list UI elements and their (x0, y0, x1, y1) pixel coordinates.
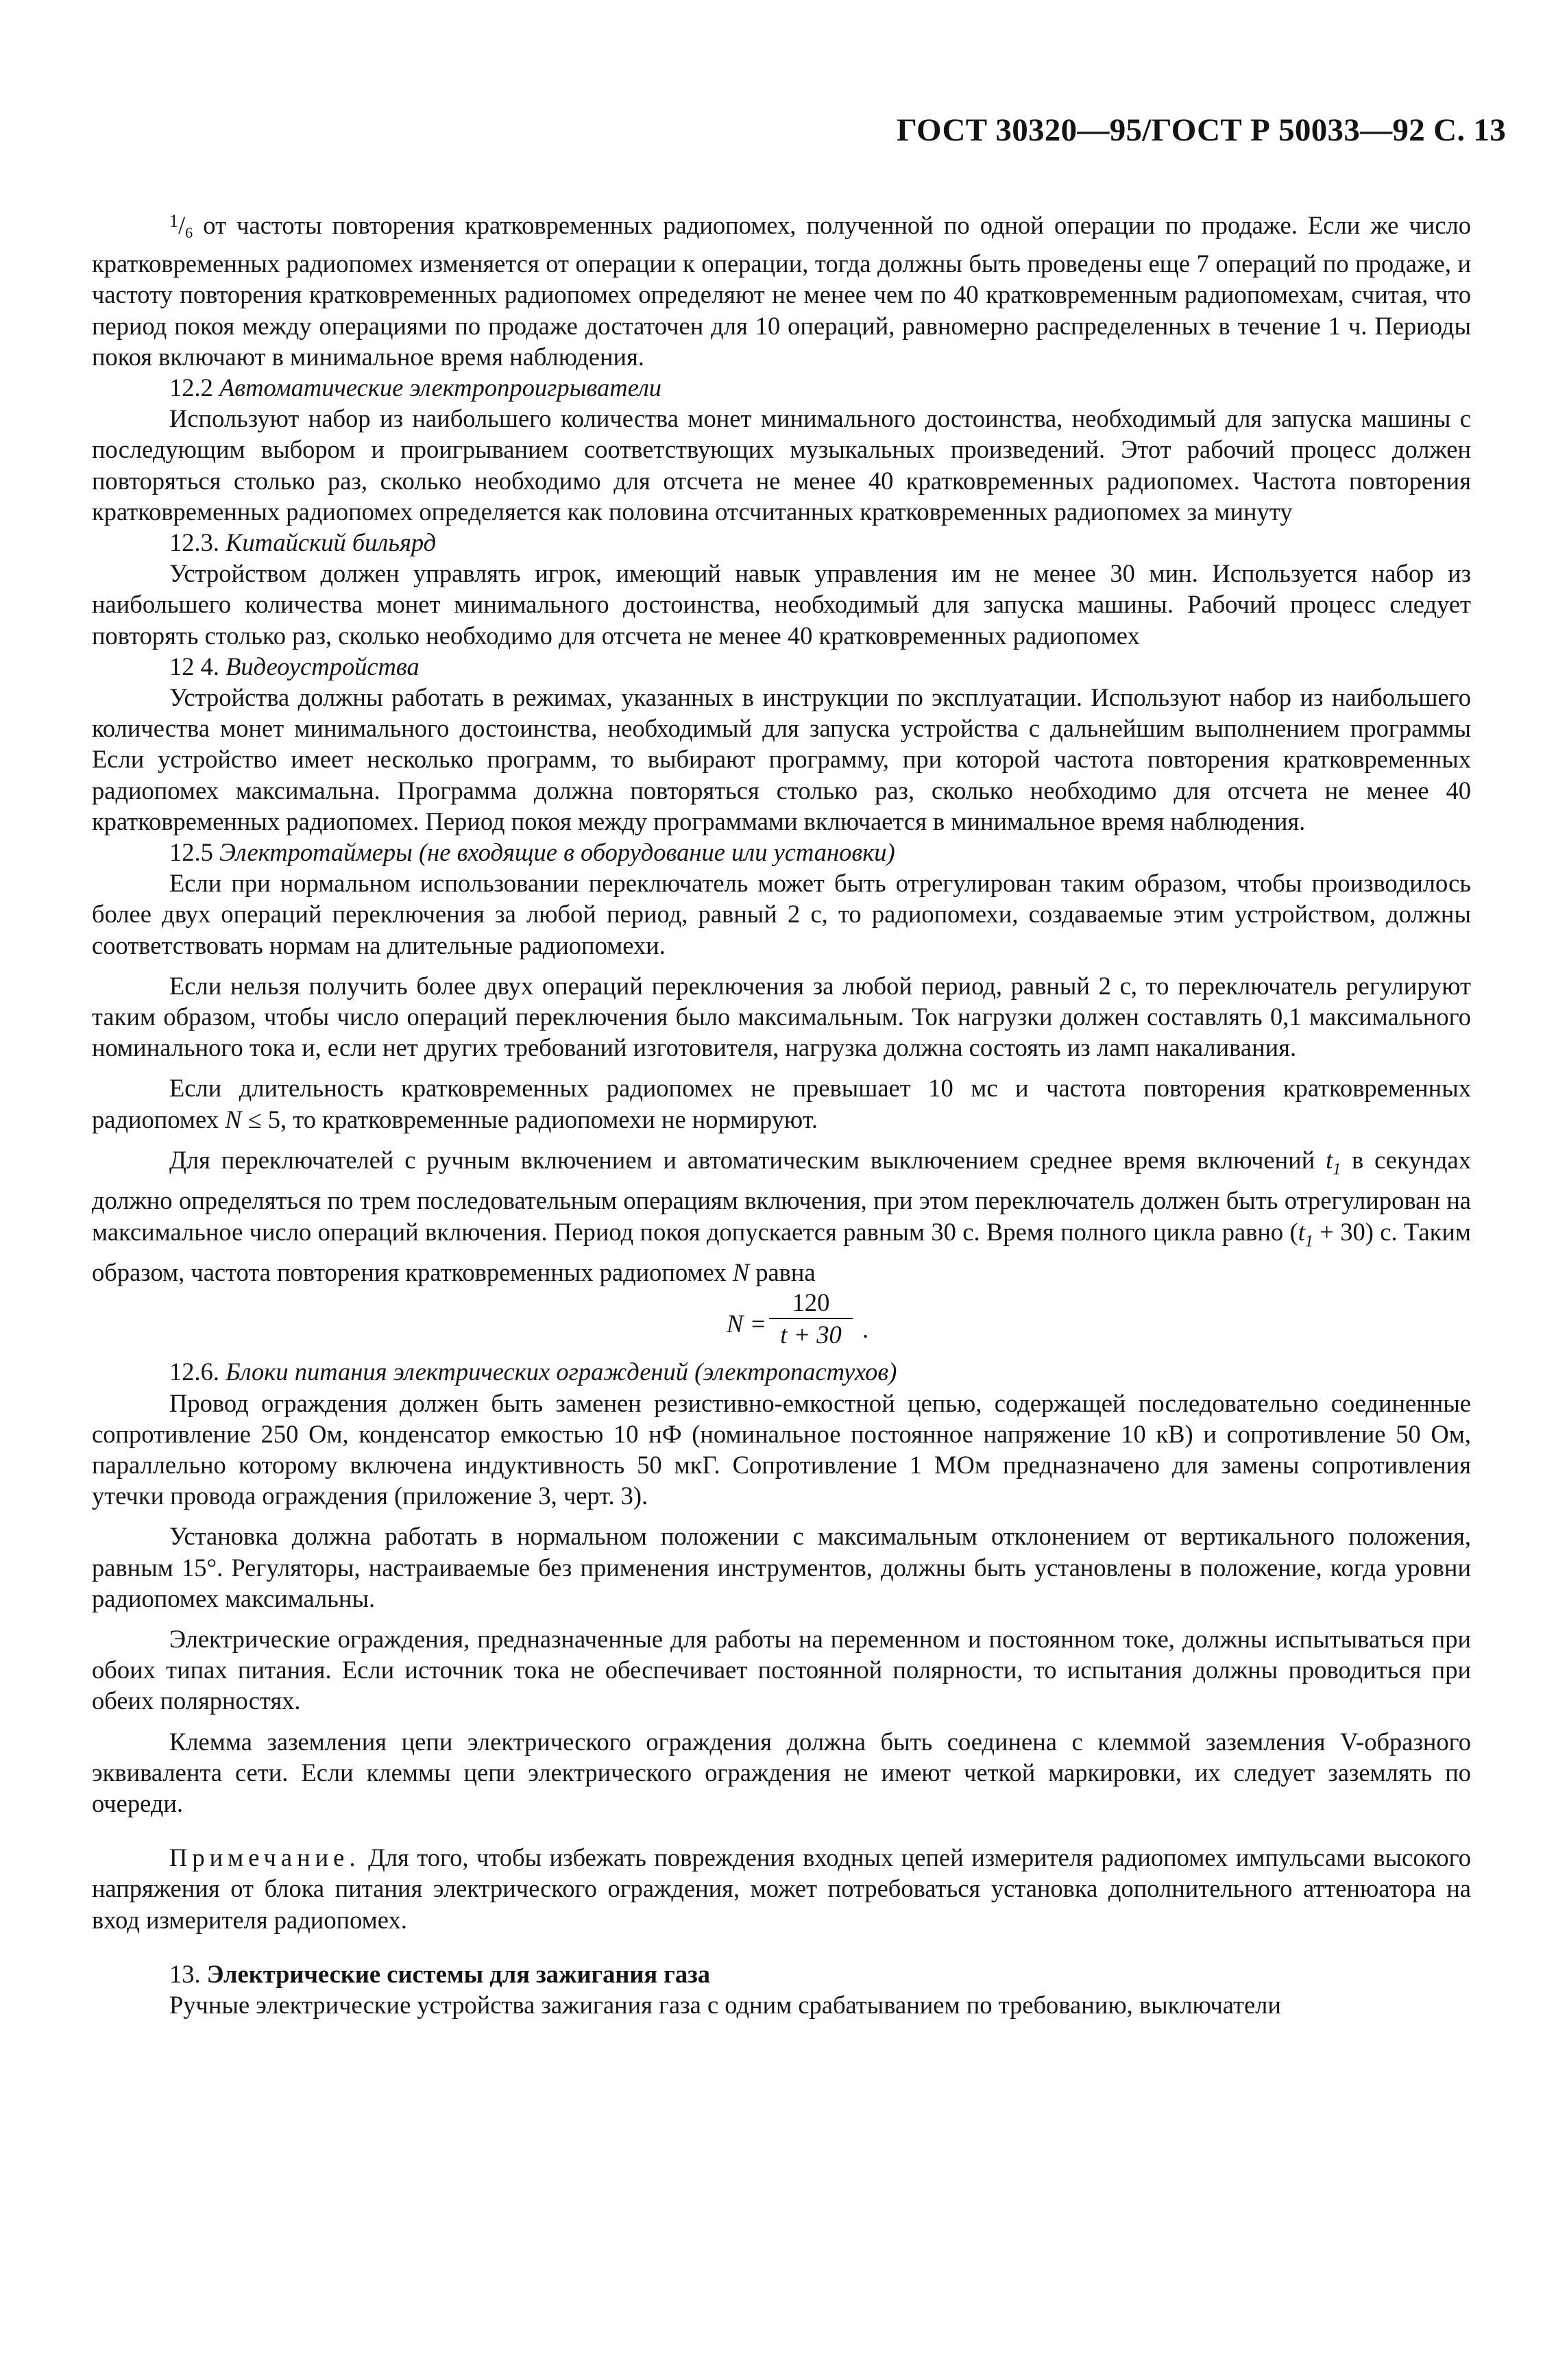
formula-fraction (769, 1288, 853, 1351)
section-13-heading (92, 1959, 1471, 1989)
section-title: Китайский бильярд (226, 528, 437, 557)
section-title: Видеоустройства (226, 652, 420, 680)
section-title: Электротаймеры (не входящие в оборудование или установки) (219, 838, 895, 867)
section-title: Автоматические электропроигрыватели (219, 373, 662, 402)
section-title: Электрические системы для зажигания газа (206, 1959, 711, 1988)
section-13-body: Ручные электрические устройства зажигания газа с одним срабатыванием по требованию, выключатели (169, 1990, 1281, 2019)
section-12-3-heading (92, 527, 1471, 558)
section-number: 12.2 (169, 373, 213, 402)
section-12-2-heading (92, 372, 1471, 403)
section-number: 12.3. (169, 528, 219, 557)
section-number: 12.5 (169, 838, 213, 867)
section-12-4-body: Устройства должны работать в режимах, указанных в инструкции по эксплуатации. Используют набор из наибольшего количества монет минимального достоинства, необходимый для запуска устройства с дальнейшим выполнением программы Если устройство имеет несколько программ, то выбирают программу, при которой частота повторения кратковременных радиопомех максимальна. Программа должна повторяться столько раз, сколько необходимо для отсчета не менее 40 кратковременных радиопомех. Период покоя между программами включается в минимальное время наблюдения. (92, 683, 1471, 835)
note-paragraph (92, 1842, 1471, 1935)
section-12-2-body: Используют набор из наибольшего количества монет минимального достоинства, необходимый для запуска машины с последующим выбором и проигрыванием соответствующих музыкальных произведений. Этот рабочий процесс должен повторяться столько раз, сколько необходимо для отсчета не менее 40 кратковременных радиопомех. Частота повторения кратковременных радиопомех определяется как половина отсчитанных кратковременных радиопомех за минуту (92, 404, 1471, 526)
section-number: 12 4. (169, 652, 219, 680)
section-12-3-body: Устройством должен управлять игрок, имеющий навык управления им не менее 30 мин. Используется набор из наибольшего количества монет минимального достоинства, необходимый для запуска машины. Рабочий процесс следует повторять столько раз, сколько необходимо для отсчета не менее 40 кратковременных радиопомех (92, 559, 1471, 650)
formula-lhs: N = (727, 1310, 767, 1338)
var-n: N (225, 1105, 242, 1133)
section-12-6-p4: Клемма заземления цепи электрического ограждения должна быть соединена с клеммой заземления V-образного эквивалента сети. Если клеммы цепи электрического ограждения не имеют четкой маркировки, их следует заземлять по очереди. (92, 1727, 1471, 1817)
var-n: N (732, 1258, 750, 1287)
note-text: Для того, чтобы избежать повреждения входных цепей измерителя радиопомех импульсами высокого напряжения от блока питания электрического ограждения, может потребоваться установка дополнительного аттенюатора на вход измерителя радиопомех. (92, 1843, 1471, 1934)
section-number: 13. (169, 1959, 201, 1988)
paragraph-intro-text: от частоты повторения кратковременных радиопомех, полученной по одной операции по продаже. Если же число кратковременных радиопомех изменяется от операции к операции, тогда должны быть проведены еще 7 операций по продаже, и частоту повторения кратковременных радиопомех определяют не менее чем по 40 кратковременным радиопомехам, считая, что период покоя между операциями по продаже достаточен для 10 операций, равномерно распределенных в течение 1 ч. Периоды покоя включают в минимальное время наблюдения. (92, 211, 1471, 371)
formula-numerator: 120 (769, 1288, 853, 1319)
section-title: Блоки питания электрических ограждений (электропастухов) (226, 1358, 897, 1386)
section-12-5-heading (92, 837, 1471, 868)
formula-denominator: t + 30 (780, 1321, 842, 1349)
section-number: 12.6. (169, 1358, 219, 1386)
page-header: ГОСТ 30320—95/ГОСТ Р 50033—92 С. 13 (897, 112, 1507, 148)
section-12-5-p2: Если нельзя получить более двух операций переключения за любой период, равный 2 с, то переключатель регулируют таким образом, чтобы число операций переключения было максимальным. Ток нагрузки должен составлять 0,1 максимального номинального тока и, если нет других требований изготовителя, нагрузка должна состоять из ламп накаливания. (92, 971, 1471, 1062)
formula-end: . (862, 1315, 869, 1344)
section-12-6-p1: Провод ограждения должен быть заменен резистивно-емкостной цепью, содержащей последовательно соединенные сопротивление 250 Ом, конденсатор емкостью 10 нФ (номинальное постоянное напряжение 10 кВ) и сопротивление 50 Ом, параллельно которому включена индуктивность 50 мкГ. Сопротивление 1 МОм предназначено для замены сопротивления утечки провода ограждения (приложение 3, черт. 3). (92, 1388, 1471, 1510)
section-12-6-heading (92, 1356, 1471, 1387)
text-run: Для переключателей с ручным включением и автоматическим выключением среднее время включений (169, 1145, 1326, 1174)
text-run: + 30) с. Таким образом, частота повторения кратковременных радиопомех (92, 1217, 1471, 1287)
text-run: равна (749, 1258, 816, 1287)
section-12-5-p4 (92, 1144, 1471, 1288)
section-12-5-p1: Если при нормальном использовании переключатель может быть отрегулирован таким образом, чтобы производилось более двух операций переключения за любой период, равный 2 с, то радиопомехи, создаваемые этим устройством, должны соответствовать нормам на длительные радиопомехи. (92, 869, 1471, 959)
section-12-6-p3: Электрические ограждения, предназначенные для работы на переменном и постоянном токе, должны испытываться при обоих типах питания. Если источник тока не обеспечивает постоянной полярности, то испытания должны проводиться при обеих полярностях. (92, 1624, 1471, 1715)
var-t1: $t_1$ (1298, 1217, 1313, 1250)
section-12-6-p2: Установка должна работать в нормальном положении с максимальным отклонением от вертикального положения, равным 15°. Регуляторы, настраиваемые без применения инструментов, должны быть установлены в положение, когда уровни радиопомех максимальны. (92, 1522, 1471, 1612)
section-12-4-heading (92, 651, 1471, 682)
var-t1: $t_1$ (1326, 1145, 1341, 1179)
text-run: Если длительность кратковременных радиопомех не превышает 10 мс и частота повторения кратковременных радиопомех (92, 1074, 1471, 1133)
document-body (92, 206, 1471, 2020)
paragraph-intro: $^1/_6$ от частоты повторения кратковременных радиопомех, полученной по одной операции по продаже. Если же число кратковременных радиопомех изменяется от операции к операции, тогда должны быть проведены еще 7 операций по продаже, и частоту повторения кратковременных радиопомех определяют не менее чем по 40 кратковременным радиопомехам, считая, что период покоя между операциями по продаже достаточен для 10 операций, равномерно распределенных в течение 1 ч. Периоды покоя включают в минимальное время наблюдения. (92, 211, 1471, 371)
text-run: ≤ 5, то кратковременные радиопомехи не нормируют. (241, 1105, 818, 1133)
text-run: в секундах должно определяться по трем последовательным операциям включения, при этом переключатель должен быть отрегулирован на максимальное число операций включения. Период покоя допускается равным 30 с. Время полного цикла равно ( (92, 1145, 1471, 1246)
section-12-5-p3 (92, 1072, 1471, 1134)
note-label: Примечание. (169, 1843, 361, 1872)
formula-n (92, 1288, 1471, 1356)
